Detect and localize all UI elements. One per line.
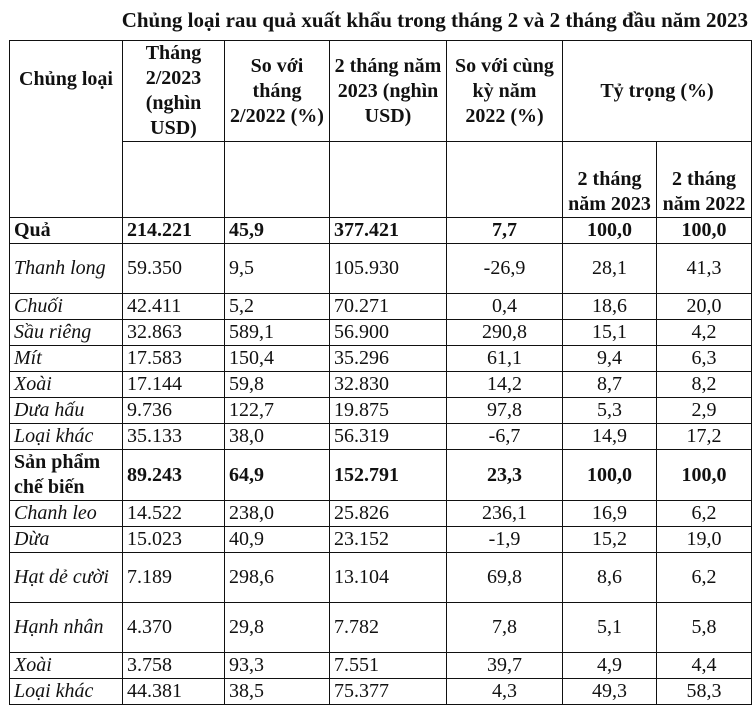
cell-2m-2023: 13.104 (330, 553, 447, 603)
cell-2m-2023: 70.271 (330, 294, 447, 320)
table-row (10, 320, 752, 346)
cell-vs-feb-2022: 150,4 (225, 346, 330, 372)
cell-feb-2023: 14.522 (123, 501, 225, 527)
cell-feb-2023: 89.243 (123, 450, 225, 501)
cell-feb-2023: 15.023 (123, 527, 225, 553)
cell-vs-same-period: -1,9 (447, 527, 563, 553)
cell-share-2022: 6,2 (657, 501, 752, 527)
table-row (10, 553, 752, 603)
cell-vs-same-period: 14,2 (447, 372, 563, 398)
cell-vs-same-period: 23,3 (447, 450, 563, 501)
cell-feb-2023: 7.189 (123, 553, 225, 603)
group-row (10, 218, 752, 244)
cell-share-2023: 5,3 (563, 398, 657, 424)
cell-share-2022: 58,3 (657, 679, 752, 705)
cell-vs-feb-2022: 64,9 (225, 450, 330, 501)
cell-category: Dừa (10, 527, 123, 553)
cell-vs-same-period: 290,8 (447, 320, 563, 346)
cell-share-2023: 5,1 (563, 603, 657, 653)
cell-vs-feb-2022: 5,2 (225, 294, 330, 320)
cell-vs-feb-2022: 29,8 (225, 603, 330, 653)
cell-share-2023: 28,1 (563, 244, 657, 294)
cell-vs-feb-2022: 93,3 (225, 653, 330, 679)
cell-vs-same-period: 61,1 (447, 346, 563, 372)
cell-vs-feb-2022: 45,9 (225, 218, 330, 244)
cell-vs-same-period: -26,9 (447, 244, 563, 294)
cell-share-2022: 2,9 (657, 398, 752, 424)
header-2m-2023: 2 tháng năm 2023 (nghìn USD) (330, 41, 447, 142)
cell-share-2022: 4,2 (657, 320, 752, 346)
cell-share-2022: 4,4 (657, 653, 752, 679)
subheader-share-2022: 2 tháng năm 2022 (657, 142, 752, 218)
cell-feb-2023: 44.381 (123, 679, 225, 705)
header-empty-2 (225, 142, 330, 218)
cell-2m-2023: 56.900 (330, 320, 447, 346)
cell-vs-feb-2022: 589,1 (225, 320, 330, 346)
cell-vs-same-period: -6,7 (447, 424, 563, 450)
cell-share-2022: 6,3 (657, 346, 752, 372)
cell-share-2022: 20,0 (657, 294, 752, 320)
cell-share-2023: 15,1 (563, 320, 657, 346)
cell-vs-feb-2022: 238,0 (225, 501, 330, 527)
cell-2m-2023: 7.551 (330, 653, 447, 679)
cell-category: Hạnh nhân (10, 603, 123, 653)
cell-vs-feb-2022: 38,0 (225, 424, 330, 450)
cell-category: Xoài (10, 653, 123, 679)
cell-share-2023: 14,9 (563, 424, 657, 450)
cell-feb-2023: 9.736 (123, 398, 225, 424)
cell-share-2022: 17,2 (657, 424, 752, 450)
cell-category: Xoài (10, 372, 123, 398)
header-vs-feb-2022: So với tháng 2/2022 (%) (225, 41, 330, 142)
cell-category: Dưa hấu (10, 398, 123, 424)
cell-share-2022: 8,2 (657, 372, 752, 398)
cell-2m-2023: 19.875 (330, 398, 447, 424)
cell-2m-2023: 35.296 (330, 346, 447, 372)
cell-share-2023: 15,2 (563, 527, 657, 553)
cell-share-2023: 100,0 (563, 218, 657, 244)
cell-vs-feb-2022: 40,9 (225, 527, 330, 553)
table-row (10, 679, 752, 705)
cell-feb-2023: 4.370 (123, 603, 225, 653)
cell-2m-2023: 23.152 (330, 527, 447, 553)
cell-vs-feb-2022: 38,5 (225, 679, 330, 705)
cell-share-2022: 100,0 (657, 450, 752, 501)
cell-2m-2023: 32.830 (330, 372, 447, 398)
table-row (10, 398, 752, 424)
table-row (10, 653, 752, 679)
header-category: Chủng loại (10, 41, 123, 218)
cell-share-2023: 49,3 (563, 679, 657, 705)
cell-feb-2023: 59.350 (123, 244, 225, 294)
export-table (9, 40, 752, 705)
cell-vs-same-period: 236,1 (447, 501, 563, 527)
cell-vs-same-period: 4,3 (447, 679, 563, 705)
subheader-share-2023: 2 tháng năm 2023 (563, 142, 657, 218)
cell-feb-2023: 35.133 (123, 424, 225, 450)
cell-2m-2023: 7.782 (330, 603, 447, 653)
cell-vs-feb-2022: 122,7 (225, 398, 330, 424)
table-row (10, 244, 752, 294)
cell-vs-feb-2022: 59,8 (225, 372, 330, 398)
header-feb-2023: Tháng 2/2023 (nghìn USD) (123, 41, 225, 142)
cell-category: Sản phẩm chế biến (10, 450, 123, 501)
table-title: Chủng loại rau quả xuất khẩu trong tháng 2 và 2 tháng đầu năm 2023 (121, 8, 748, 32)
cell-vs-same-period: 7,8 (447, 603, 563, 653)
cell-share-2023: 16,9 (563, 501, 657, 527)
table-row (10, 372, 752, 398)
table-body (10, 218, 752, 705)
cell-2m-2023: 377.421 (330, 218, 447, 244)
header-share: Tỷ trọng (%) (563, 41, 752, 142)
cell-share-2022: 41,3 (657, 244, 752, 294)
cell-2m-2023: 105.930 (330, 244, 447, 294)
header-empty-4 (447, 142, 563, 218)
table-row (10, 346, 752, 372)
cell-feb-2023: 17.583 (123, 346, 225, 372)
table-row (10, 424, 752, 450)
cell-category: Quả (10, 218, 123, 244)
cell-2m-2023: 56.319 (330, 424, 447, 450)
cell-feb-2023: 17.144 (123, 372, 225, 398)
cell-2m-2023: 152.791 (330, 450, 447, 501)
cell-category: Chanh leo (10, 501, 123, 527)
cell-category: Chuối (10, 294, 123, 320)
header-empty-3 (330, 142, 447, 218)
cell-vs-feb-2022: 9,5 (225, 244, 330, 294)
cell-2m-2023: 75.377 (330, 679, 447, 705)
cell-share-2023: 18,6 (563, 294, 657, 320)
table-row (10, 294, 752, 320)
cell-vs-same-period: 69,8 (447, 553, 563, 603)
cell-share-2022: 5,8 (657, 603, 752, 653)
cell-vs-same-period: 7,7 (447, 218, 563, 244)
header-empty-1 (123, 142, 225, 218)
cell-feb-2023: 214.221 (123, 218, 225, 244)
cell-category: Thanh long (10, 244, 123, 294)
cell-vs-same-period: 97,8 (447, 398, 563, 424)
cell-share-2022: 6,2 (657, 553, 752, 603)
cell-category: Loại khác (10, 424, 123, 450)
group-row (10, 450, 752, 501)
cell-2m-2023: 25.826 (330, 501, 447, 527)
cell-share-2023: 8,7 (563, 372, 657, 398)
cell-category: Hạt dẻ cười (10, 553, 123, 603)
cell-share-2022: 100,0 (657, 218, 752, 244)
header-vs-same-period: So với cùng kỳ năm 2022 (%) (447, 41, 563, 142)
header-row (10, 41, 752, 142)
cell-category: Mít (10, 346, 123, 372)
table-row (10, 603, 752, 653)
cell-share-2023: 100,0 (563, 450, 657, 501)
cell-share-2023: 8,6 (563, 553, 657, 603)
cell-feb-2023: 3.758 (123, 653, 225, 679)
cell-share-2022: 19,0 (657, 527, 752, 553)
cell-feb-2023: 32.863 (123, 320, 225, 346)
table-row (10, 527, 752, 553)
cell-share-2023: 9,4 (563, 346, 657, 372)
cell-share-2023: 4,9 (563, 653, 657, 679)
cell-category: Loại khác (10, 679, 123, 705)
cell-vs-feb-2022: 298,6 (225, 553, 330, 603)
cell-feb-2023: 42.411 (123, 294, 225, 320)
cell-vs-same-period: 39,7 (447, 653, 563, 679)
cell-vs-same-period: 0,4 (447, 294, 563, 320)
table-row (10, 501, 752, 527)
cell-category: Sầu riêng (10, 320, 123, 346)
